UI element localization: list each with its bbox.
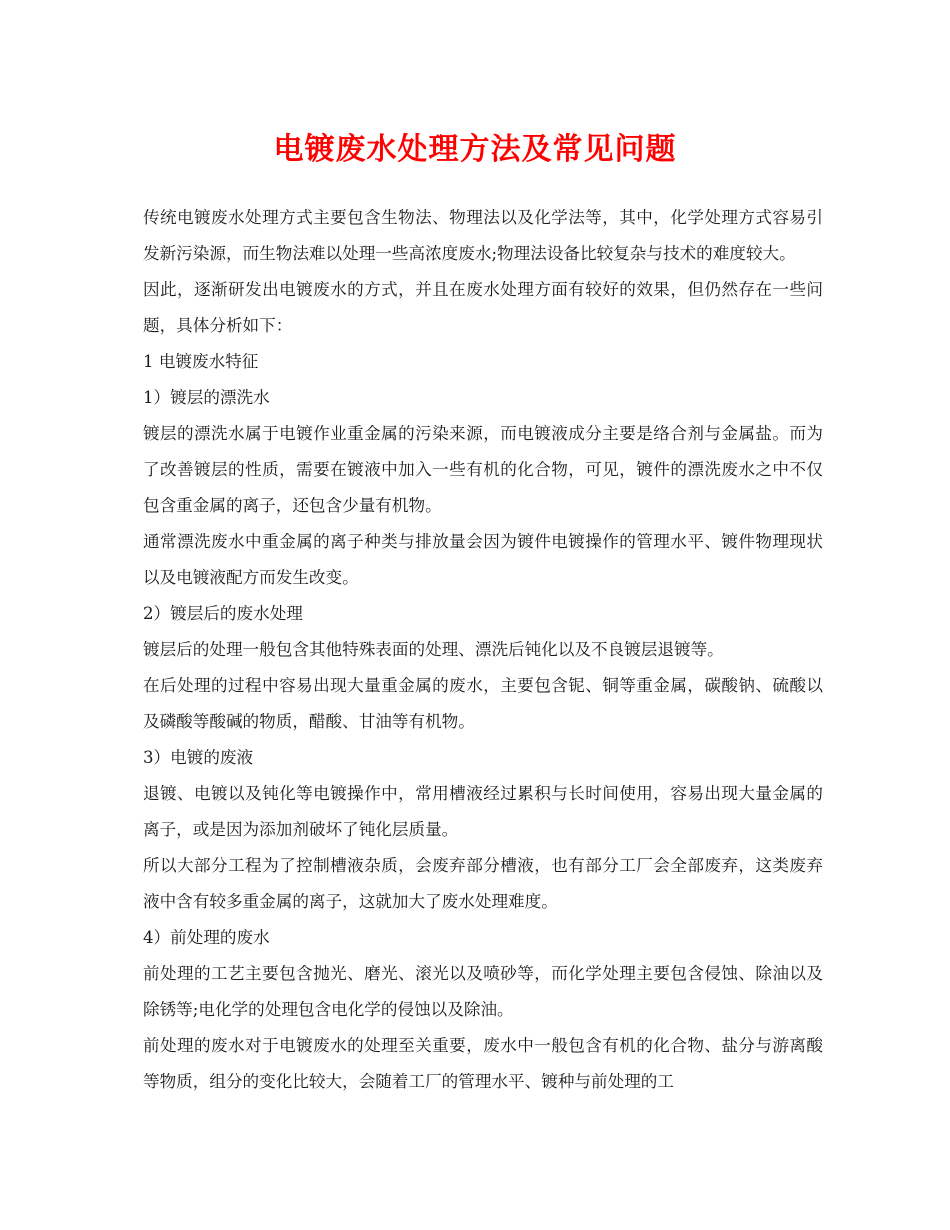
paragraph: 镀层后的处理一般包含其他特殊表面的处理、漂洗后钝化以及不良镀层退镀等。 (143, 640, 724, 659)
paragraph: 在后处理的过程中容易出现大量重金属的废水，主要包含铌、铜等重金属，碳酸钠、硫酸以及磷酸等酸碱的物质，醋酸、甘油等有机物。 (143, 676, 823, 731)
paragraph: 传统电镀废水处理方式主要包含生物法、物理法以及化学法等，其中，化学处理方式容易引发新污染源，而生物法难以处理一些高浓度废水;物理法设备比较复杂与技术的难度较大。 (143, 208, 823, 263)
subsection-heading: 3）电镀的废液 (143, 748, 254, 767)
subsection-heading: 4）前处理的废水 (143, 928, 270, 947)
subsection-heading: 2）镀层后的废水处理 (143, 604, 303, 623)
paragraph: 所以大部分工程为了控制槽液杂质，会废弃部分槽液，也有部分工厂会全部废弃，这类废弃液中含有较多重金属的离子，这就加大了废水处理难度。 (143, 856, 823, 911)
paragraph: 前处理的废水对于电镀废水的处理至关重要，废水中一般包含有机的化合物、盐分与游离酸等物质，组分的变化比较大，会随着工厂的管理水平、镀种与前处理的工 (143, 1036, 823, 1091)
document-body (143, 200, 823, 1100)
document-title: 电镀废水处理方法及常见问题 (273, 132, 677, 167)
paragraph: 因此，逐渐研发出电镀废水的方式，并且在废水处理方面有较好的效果，但仍然存在一些问题，具体分析如下： (143, 280, 823, 335)
paragraph: 镀层的漂洗水属于电镀作业重金属的污染来源，而电镀液成分主要是络合剂与金属盐。而为了改善镀层的性质，需要在镀液中加入一些有机的化合物，可见，镀件的漂洗废水之中不仅包含重金属的离子，还包含少量有机物。 (143, 424, 823, 515)
paragraph: 退镀、电镀以及钝化等电镀操作中，常用槽液经过累积与长时间使用，容易出现大量金属的离子，或是因为添加剂破坏了钝化层质量。 (143, 784, 823, 839)
subsection-heading: 1）镀层的漂洗水 (143, 388, 270, 407)
section-heading: 1 电镀废水特征 (143, 352, 259, 371)
paragraph: 通常漂洗废水中重金属的离子种类与排放量会因为镀件电镀操作的管理水平、镀件物理现状以及电镀液配方而发生改变。 (143, 532, 823, 587)
paragraph: 前处理的工艺主要包含抛光、磨光、滚光以及喷砂等，而化学处理主要包含侵蚀、除油以及除锈等;电化学的处理包含电化学的侵蚀以及除油。 (143, 964, 823, 1019)
